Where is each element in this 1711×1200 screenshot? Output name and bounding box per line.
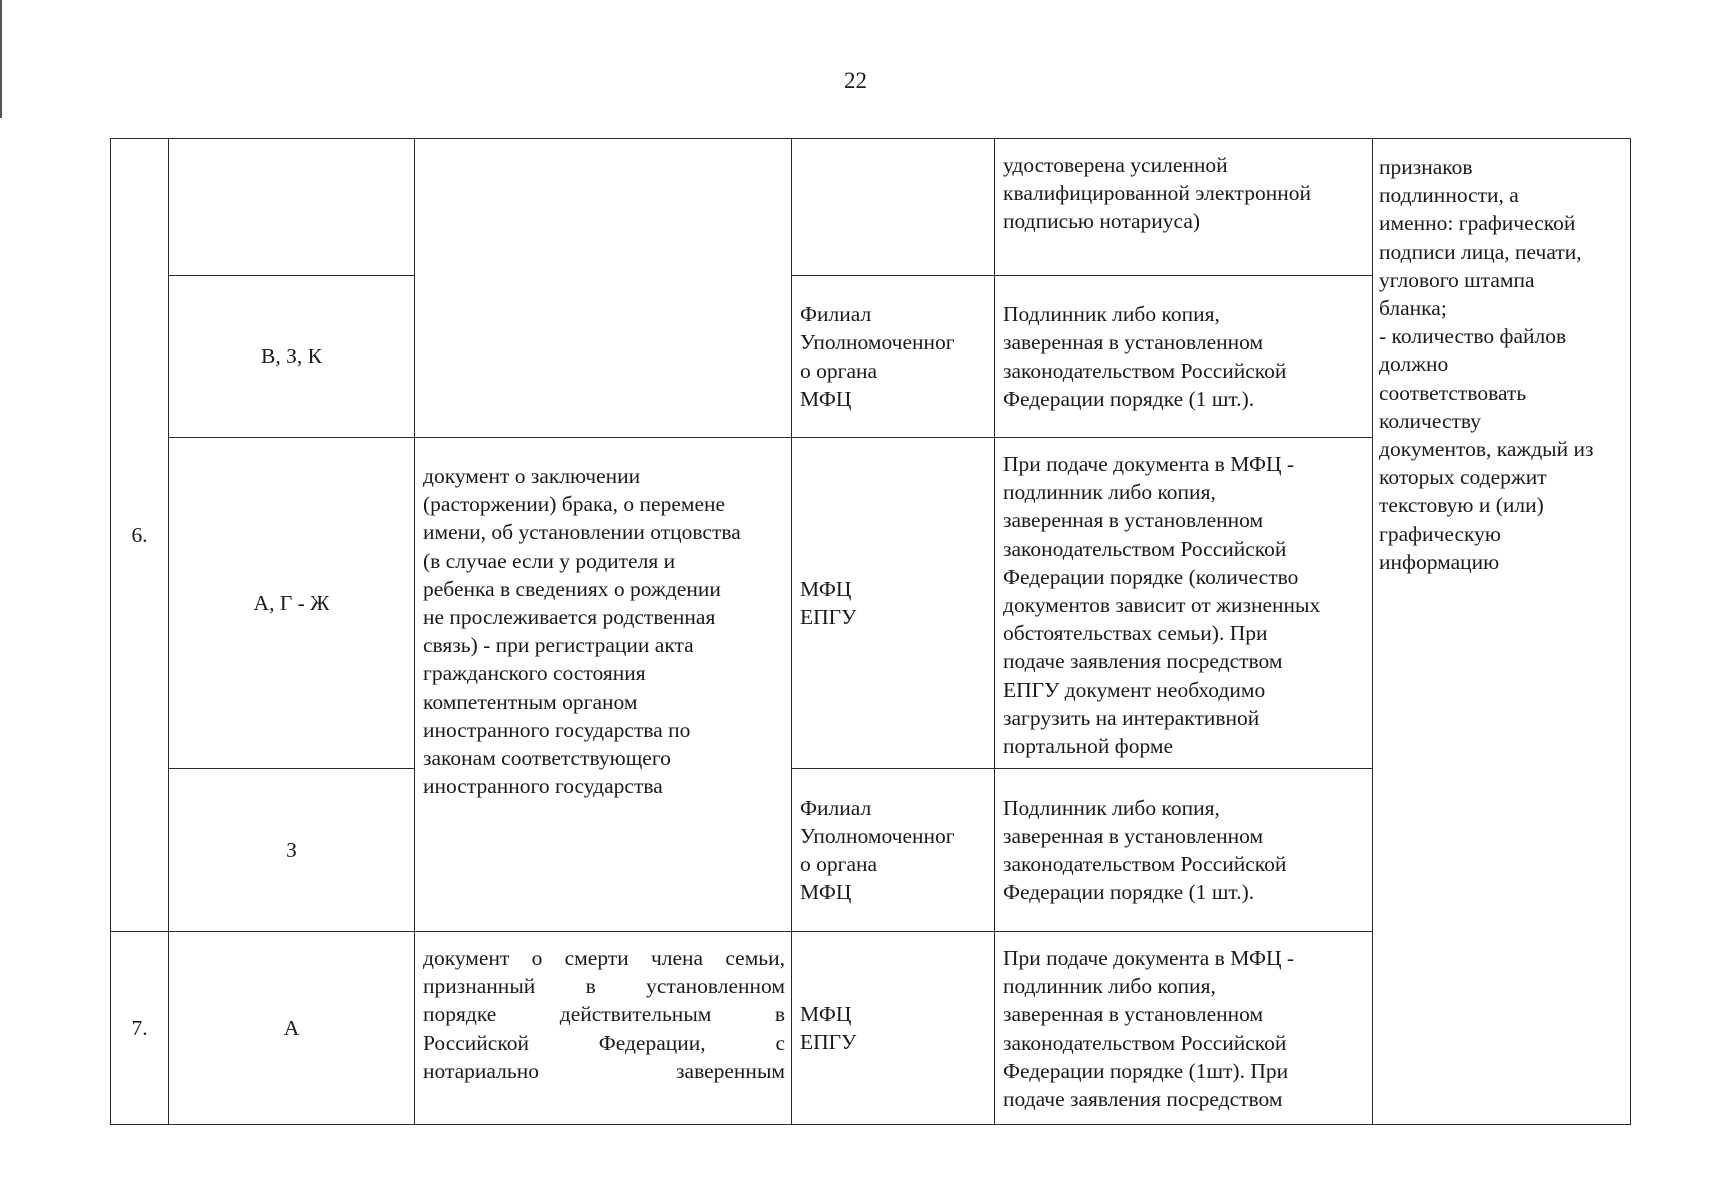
text-line: законодательством Российской bbox=[1003, 536, 1287, 561]
text-line: квалифицированной электронной bbox=[1003, 181, 1311, 206]
submission-form-cell bbox=[995, 139, 1373, 276]
category-text: А bbox=[283, 1015, 300, 1040]
text-line: Подлинник либо копия, bbox=[1003, 795, 1220, 820]
text-line: подаче заявления посредством bbox=[1003, 649, 1283, 674]
text-line: иностранного государства по bbox=[423, 717, 691, 742]
document-table bbox=[110, 138, 1631, 1125]
text-line: соответствовать bbox=[1379, 380, 1527, 405]
text-line: заверенная в установленном bbox=[1003, 508, 1264, 533]
text-line: Российской Федерации, с bbox=[423, 1030, 785, 1055]
submission-form-cell bbox=[995, 769, 1373, 932]
text-line: подлинности, а bbox=[1379, 183, 1519, 208]
text-line: законодательством Российской bbox=[1003, 852, 1287, 876]
text-line: МФЦ bbox=[800, 880, 852, 905]
text-line: законодательством Российской bbox=[1003, 358, 1287, 383]
category-cell bbox=[169, 276, 415, 438]
text-line: гражданского состояния bbox=[423, 661, 646, 686]
text-line: имени, об установлении отцовства bbox=[423, 520, 741, 545]
submission-place-cell bbox=[792, 139, 995, 276]
text-line: подлинник либо копия, bbox=[1003, 480, 1216, 505]
text-line: Федерации порядке (количество bbox=[1003, 564, 1299, 589]
text-line: подаче заявления посредством bbox=[1003, 1087, 1283, 1112]
text-line: Федерации порядке (1 шт.). bbox=[1003, 880, 1255, 905]
page-edge-mark bbox=[0, 0, 2, 118]
text-line: Уполномоченног bbox=[800, 823, 955, 848]
submission-form-cell bbox=[995, 276, 1373, 438]
text-line: загрузить на интерактивной bbox=[1003, 705, 1260, 730]
text-line: ребенка в сведениях о рождении bbox=[423, 576, 721, 601]
text-line: ЕПГУ документ необходимо bbox=[1003, 677, 1266, 702]
text-line: именно: графической bbox=[1379, 211, 1576, 236]
text-line: Филиал bbox=[800, 302, 872, 327]
text-line: обстоятельствах семьи). При bbox=[1003, 621, 1268, 646]
text-line: информацию bbox=[1379, 549, 1500, 574]
text-line: удостоверена усиленной bbox=[1003, 153, 1228, 177]
text-line: Филиал bbox=[800, 795, 872, 820]
text-line: - количество файлов bbox=[1379, 324, 1567, 349]
text-line: МФЦ bbox=[800, 1001, 852, 1026]
text-line: иностранного государства bbox=[423, 774, 663, 799]
text-line: документ о смерти члена семьи, bbox=[423, 946, 785, 970]
submission-form-cell bbox=[995, 438, 1373, 769]
category-cell bbox=[169, 769, 415, 932]
row-number: 7. bbox=[131, 1015, 148, 1040]
text-line: графическую bbox=[1379, 521, 1501, 546]
text-line: законодательством Российской bbox=[1003, 1030, 1287, 1055]
text-line: МФЦ bbox=[800, 576, 852, 601]
submission-form-cell bbox=[995, 932, 1373, 1125]
text-line: бланка; bbox=[1379, 296, 1447, 321]
text-line: о органа bbox=[800, 852, 878, 876]
row-number: 6. bbox=[131, 522, 148, 547]
text-line: подписью нотариуса) bbox=[1003, 209, 1201, 234]
row-number-cell bbox=[111, 932, 169, 1125]
category-cell bbox=[169, 932, 415, 1125]
text-line: должно bbox=[1379, 352, 1449, 377]
text-line: Федерации порядке (1шт). При bbox=[1003, 1058, 1289, 1083]
text-line: Подлинник либо копия, bbox=[1003, 302, 1220, 327]
row-number-cell bbox=[111, 139, 169, 932]
text-line: заверенная в установленном bbox=[1003, 330, 1264, 355]
category-cell bbox=[169, 139, 415, 276]
text-line: портальной форме bbox=[1003, 734, 1174, 759]
text-line: о органа bbox=[800, 358, 878, 383]
document-cell bbox=[415, 438, 792, 932]
text-line: законам соответствующего bbox=[423, 746, 671, 771]
text-line: порядке действительным в bbox=[423, 1002, 785, 1027]
text-line: Уполномоченног bbox=[800, 330, 955, 355]
text-line: (расторжении) брака, о перемене bbox=[423, 492, 726, 517]
text-line: ЕПГУ bbox=[800, 605, 857, 629]
text-line: углового штампа bbox=[1379, 267, 1535, 292]
text-line: количеству bbox=[1379, 408, 1482, 433]
text-line: связь) - при регистрации акта bbox=[423, 633, 694, 658]
text-line: При подаче документа в МФЦ - bbox=[1003, 946, 1295, 970]
text-line: заверенная в установленном bbox=[1003, 1002, 1264, 1027]
submission-place-cell bbox=[792, 769, 995, 932]
category-cell bbox=[169, 438, 415, 769]
document-cell bbox=[415, 932, 792, 1125]
requirements-cell bbox=[1373, 139, 1631, 1125]
text-line: документ о заключении bbox=[423, 464, 641, 488]
text-line: ЕПГУ bbox=[800, 1030, 857, 1054]
text-line: которых содержит bbox=[1379, 465, 1547, 490]
text-line: текстовую и (или) bbox=[1379, 493, 1544, 518]
text-line: документов зависит от жизненных bbox=[1003, 593, 1321, 618]
category-text: А, Г - Ж bbox=[253, 590, 330, 615]
text-line: документов, каждый из bbox=[1379, 437, 1594, 462]
text-line: МФЦ bbox=[800, 386, 852, 411]
text-line: При подаче документа в МФЦ - bbox=[1003, 452, 1295, 476]
text-line: (в случае если у родителя и bbox=[423, 548, 676, 573]
submission-place-cell bbox=[792, 276, 995, 438]
text-line: нотариально заверенным bbox=[423, 1058, 785, 1083]
text-line: компетентным органом bbox=[423, 689, 638, 714]
submission-place-cell bbox=[792, 438, 995, 769]
text-line: не прослеживается родственная bbox=[423, 605, 716, 630]
text-line: заверенная в установленном bbox=[1003, 823, 1264, 848]
text-line: подписи лица, печати, bbox=[1379, 239, 1582, 264]
text-line: признаков bbox=[1379, 155, 1473, 179]
category-text: В, З, К bbox=[261, 344, 322, 369]
page-number: 22 bbox=[844, 68, 867, 93]
category-text: З bbox=[286, 837, 297, 862]
text-line: подлинник либо копия, bbox=[1003, 974, 1216, 999]
submission-place-cell bbox=[792, 932, 995, 1125]
table-row bbox=[111, 139, 1631, 276]
document-cell bbox=[415, 139, 792, 438]
text-line: признанный в установленном bbox=[423, 974, 785, 999]
text-line: Федерации порядке (1 шт.). bbox=[1003, 386, 1255, 411]
